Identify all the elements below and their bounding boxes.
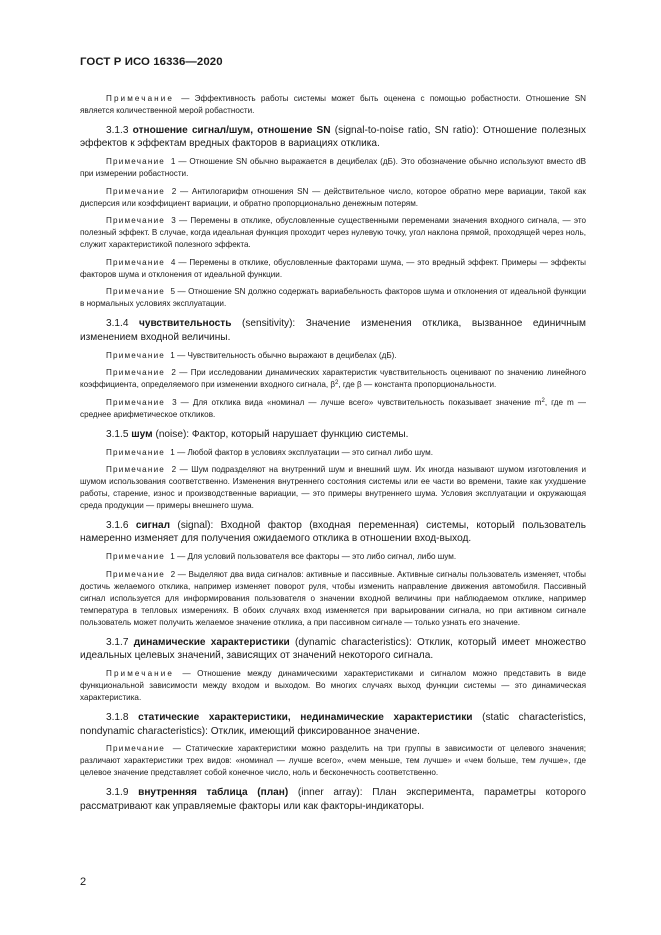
term-definition: (inner array): План эксперимента, параметры которого рассматривают как управляемые факторы или как факторы-индикаторы. [80, 787, 586, 812]
term-number: 3.1.3 [106, 125, 129, 136]
note-sn-2 [80, 186, 586, 210]
note-text: — Статические характеристики можно разделить на три группы в зависимости от целевого значения; различают характеристики трех видов: «номинал — лучше всего», «чем меньше, тем лучше» и «чем больше, тем лучше», где целевое значение представляет собой конечное число, ноль и бесконечность соответственно. [80, 744, 586, 778]
term-definition: (noise): Фактор, который нарушает функцию системы. [155, 428, 409, 440]
document-page [80, 56, 586, 819]
note-label: Примечание [106, 186, 166, 196]
term-3-1-5 [80, 428, 586, 441]
superscript: 2 [335, 380, 339, 387]
note-text: , где m — среднее арифметическое откликов. [80, 397, 586, 419]
note-label: Примечание [106, 744, 166, 754]
note-text: 2 — Выделяют два вида сигналов: активные и пассивные. Активные сигналы пользователь изменяет, чтобы достичь желаемого отклика, например изменяет поворот руля, чтобы изменить направление движения автомобиля. Пассивный сигнал используется для информирования пользователя о значении входной величины при наблюдаемом отклике, например температура в тепловых измерениях. В обоих случаях вход изменяется при варьировании сигнала, но при активном сигнале пользователь может получить желаемое значение отклика, а при пассивном сигнале — только узнать его значение. [80, 569, 586, 627]
note-text: 1 — Чувствительность обычно выражают в децибелах (дБ). [170, 350, 397, 360]
term-3-1-3 [80, 124, 586, 151]
note-sensitivity-1 [80, 350, 586, 362]
note-label: Примечание [106, 350, 166, 360]
note-text: , где β — константа пропорциональности. [338, 380, 497, 390]
note-label: Примечание [106, 216, 166, 226]
note-label: Примечание [106, 287, 166, 297]
term-title: статические характеристики, нединамические характеристики [138, 712, 473, 724]
term-definition: (sensitivity): Значение изменения отклика, вызванное единичным изменением входной величины. [80, 318, 586, 343]
term-definition: (signal-to-noise ratio, SN ratio): Отношение полезных эффектов к эффектам вредных факторов в вариациях отклика. [80, 125, 586, 150]
note-static [80, 743, 586, 779]
term-title: отношение сигнал/шум, отношение SN [132, 125, 331, 136]
document-header: ГОСТ Р ИСО 16336—2020 [80, 56, 223, 68]
note-text: 2 — Антилогарифм отношения SN — действительное число, которое обратно мере вариации, такой как дисперсия или коэффициент вариации, и обратно пропорционально денежным потерям. [80, 186, 586, 208]
note-text: 3 — Для отклика вида «номинал — лучше всего» чувствительность показывает значение m [172, 397, 542, 407]
note-dynamic [80, 668, 586, 704]
term-number: 3.1.7 [106, 636, 129, 648]
term-definition: (dynamic characteristics): Отклик, который имеет множество идеальных целевых значений, зависящих от значений некоторого сигнала. [80, 636, 586, 662]
note-text: 2 — Шум подразделяют на внутренний шум и внешний шум. Их иногда называют шумом изготовления и шумом использования соответственно. Изменения внутреннего состояния системы или ее части во времени, такие как ухудшение работы, старение, износ и производственные вариации, — это примеры внутреннего шума. Условия эксплуатации и окружающая среда продукции — примеры внешнего шума. [80, 465, 587, 511]
note-text: 2 — При исследовании динамических характеристик чувствительность оценивают по значению линейного коэффициента, определяемого при изменении входного сигнала, β [80, 368, 587, 390]
note-label: Примечание [106, 257, 166, 267]
superscript: 2 [541, 397, 545, 404]
term-number: 3.1.8 [106, 712, 129, 724]
note-sn-1 [80, 156, 586, 180]
page-number: 2 [80, 876, 87, 888]
term-definition: (signal): Входной фактор (входная переменная) системы, который пользователь намеренно изменяет для получения ожидаемого отклика в отношении вход-выход. [80, 520, 586, 545]
note-text: — Эффективность работы системы может быть оценена с помощью робастности. Отношение SN является количественной мерой робастности. [80, 94, 586, 115]
term-number: 3.1.5 [106, 428, 129, 440]
note-intro [80, 93, 586, 117]
term-title: внутренняя таблица (план) [138, 787, 289, 799]
note-label: Примечание [106, 669, 175, 679]
note-signal-2 [80, 569, 586, 629]
term-title: шум [131, 428, 153, 440]
note-noise-1 [80, 447, 586, 459]
term-3-1-6 [80, 519, 586, 546]
note-sn-4 [80, 257, 586, 281]
term-title: динамические характеристики [133, 636, 290, 648]
note-text: — Отношение между динамическими характеристиками и сигналом можно представить в виде функциональной зависимости между входом и выходом. Во многих случаях выход функции системы — это динамическая характеристика. [80, 669, 586, 703]
note-text: 1 — Любой фактор в условиях эксплуатации — это сигнал либо шум. [170, 447, 433, 457]
note-label: Примечание [106, 552, 166, 562]
term-3-1-7 [80, 636, 586, 663]
note-noise-2 [80, 464, 586, 512]
note-label: Примечание [106, 397, 166, 407]
note-sensitivity-2 [80, 367, 586, 391]
note-sn-3 [80, 215, 586, 251]
term-definition: (static characteristics, nondynamic characteristics): Отклик, имеющий фиксированное значение. [80, 712, 586, 737]
note-label: Примечание [106, 465, 166, 475]
note-text: 4 — Перемены в отклике, обусловленные факторами шума, — это вредный эффект. Примеры — эффекты факторов шума и отклонения от идеальной функции. [80, 257, 587, 279]
term-number: 3.1.9 [106, 787, 129, 799]
note-text: 1 — Для условий пользователя все факторы — это либо сигнал, либо шум. [170, 552, 457, 562]
note-label: Примечание [106, 368, 166, 378]
note-label: Примечание [106, 157, 166, 167]
note-label: Примечание [106, 569, 166, 579]
note-label: Примечание [106, 94, 175, 103]
note-sn-5 [80, 286, 586, 310]
term-3-1-4 [80, 317, 586, 344]
note-text: 1 — Отношение SN обычно выражается в децибелах (дБ). Это обозначение обычно используют вместо dB при измерении робастности. [80, 157, 587, 179]
note-label: Примечание [106, 447, 166, 457]
term-title: сигнал [135, 520, 170, 532]
term-3-1-9 [80, 786, 586, 813]
term-number: 3.1.6 [106, 520, 129, 532]
note-text: 3 — Перемены в отклике, обусловленные существенными переменами значения входного сигнала, — это полезный эффект. В случае, когда идеальная функция проходит через нулевую точку, угол наклона прямой, проходящей через ноль, служит характеристикой полезного эффекта. [80, 216, 586, 250]
term-title: чувствительность [138, 318, 232, 330]
note-sensitivity-3 [80, 397, 586, 421]
note-signal-1 [80, 551, 586, 563]
term-3-1-8 [80, 711, 586, 738]
term-number: 3.1.4 [106, 318, 129, 330]
note-text: 5 — Отношение SN должно содержать вариабельность факторов шума и отклонения от идеальной функции в нормальных условиях эксплуатации. [80, 287, 586, 309]
